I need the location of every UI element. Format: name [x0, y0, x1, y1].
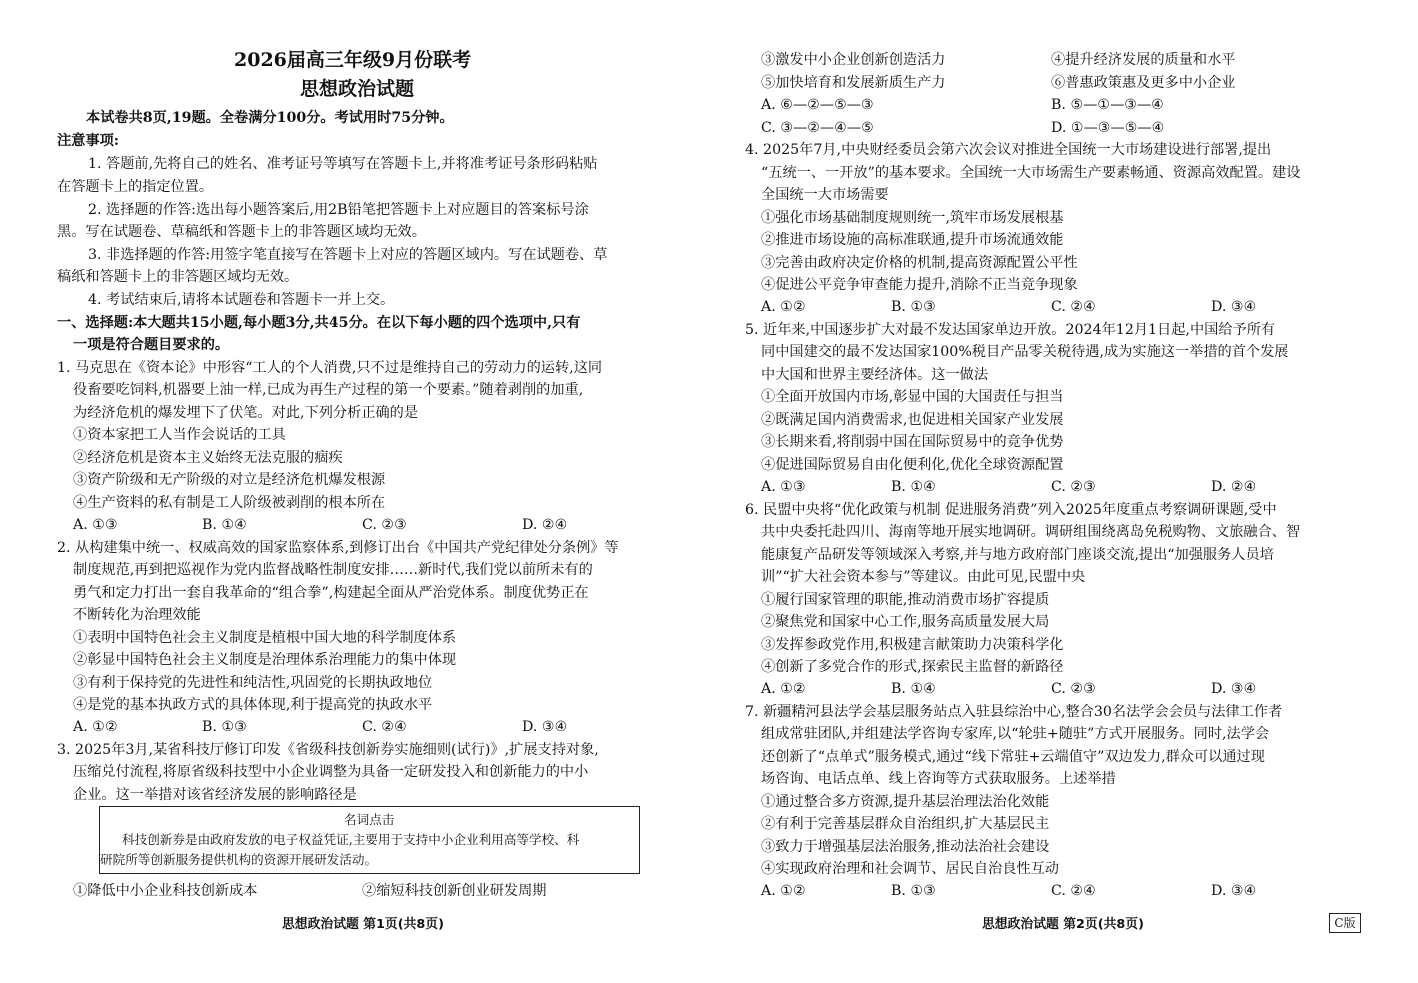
- q6-option-d[interactable]: D. ③④: [1211, 681, 1257, 697]
- glossary-text: 研院所等创新服务提供机构的资源开展研发活动。: [100, 852, 378, 867]
- q4-stem: 4. 2025年7月,中央财经委员会第六次会议对推进全国统一大市场建设进行部署,提出: [745, 142, 1272, 158]
- q4-item: ①强化市场基础制度规则统一,筑牢市场发展根基: [761, 210, 1064, 226]
- q3-option-d[interactable]: D. ①—③—⑤—④: [1051, 120, 1165, 136]
- q3-option-b[interactable]: B. ⑤—①—③—④: [1051, 97, 1164, 113]
- q4-option-b[interactable]: B. ①③: [891, 299, 936, 315]
- q6-item: ④创新了多党合作的形式,探索民主监督的新路径: [761, 659, 1064, 675]
- q2-item: ②彰显中国特色社会主义制度是治理体系治理能力的集中体现: [73, 652, 457, 668]
- q5-stem: 同中国建交的最不发达国家100%税目产品零关税待遇,成为实施这一举措的首个发展: [761, 344, 1289, 360]
- q6-item: ②聚焦党和国家中心工作,服务高质量发展大局: [761, 614, 1050, 630]
- q7-stem: 场咨询、电话点单、线上咨询等方式获取服务。上述举措: [761, 771, 1116, 787]
- q6-option-b[interactable]: B. ①④: [891, 681, 936, 697]
- q3-item: ②缩短科技创新创业研发周期: [362, 883, 547, 899]
- q1-item: ③资产阶级和无产阶级的对立是经济危机爆发根源: [73, 472, 386, 488]
- section-heading: 一项是符合题目要求的。: [73, 337, 230, 353]
- q2-option-d[interactable]: D. ③④: [522, 719, 568, 735]
- q6-option-a[interactable]: A. ①②: [761, 681, 806, 697]
- exam-intro: 本试卷共8页,19题。全卷满分100分。考试用时75分钟。: [86, 110, 454, 126]
- q1-stem: 为经济危机的爆发埋下了伏笔。对此,下列分析正确的是: [73, 405, 419, 421]
- q1-option-d[interactable]: D. ②④: [522, 517, 568, 533]
- note-line: 4. 考试结束后,请将本试题卷和答题卡一并上交。: [88, 292, 395, 308]
- q3-item: ③激发中小企业创新创造活力: [761, 52, 946, 68]
- q2-stem: 2. 从构建集中统一、权威高效的国家监察体系,到修订出台《中国共产党纪律处分条例》等: [57, 540, 619, 556]
- q5-option-b[interactable]: B. ①④: [891, 479, 936, 495]
- q3-stem: 3. 2025年3月,某省科技厅修订印发《省级科技创新券实施细则(试行)》,扩展支持对象,: [57, 742, 599, 758]
- version-badge: C版: [1329, 913, 1361, 933]
- notice-title: 注意事项:: [57, 133, 119, 149]
- q4-stem: “五统一、一开放”的基本要求。全国统一大市场需生产要素畅通、资源高效配置。建设: [761, 165, 1301, 181]
- note-line: 2. 选择题的作答:选出每小题答案后,用2B铅笔把答题卡上对应题目的答案标号涂: [88, 202, 589, 218]
- q7-option-c[interactable]: C. ②④: [1051, 883, 1096, 899]
- q2-stem: 制度规范,再到把巡视作为党内监督战略性制度安排……新时代,我们党以前所未有的: [73, 562, 593, 578]
- q6-item: ③发挥参政党作用,积极建言献策助力决策科学化: [761, 637, 1064, 653]
- glossary-title: 名词点击: [344, 812, 395, 827]
- q3-option-a[interactable]: A. ⑥—②—⑤—③: [761, 97, 874, 113]
- q4-option-a[interactable]: A. ①②: [761, 299, 806, 315]
- q5-item: ②既满足国内消费需求,也促进相关国家产业发展: [761, 412, 1064, 428]
- exam-subject: 思想政治试题: [300, 78, 415, 100]
- q1-item: ④生产资料的私有制是工人阶级被剥削的根本所在: [73, 495, 386, 511]
- q7-item: ①通过整合多方资源,提升基层治理法治化效能: [761, 794, 1050, 810]
- q4-item: ②推进市场设施的高标准联通,提升市场流通效能: [761, 232, 1064, 248]
- q1-item: ①资本家把工人当作会说话的工具: [73, 427, 286, 443]
- q2-item: ④是党的基本执政方式的具体体现,利于提高党的执政水平: [73, 697, 433, 713]
- q3-item: ⑤加快培育和发展新质生产力: [761, 75, 946, 91]
- q7-item: ③致力于增强基层法治服务,推动法治社会建设: [761, 839, 1050, 855]
- q1-option-b[interactable]: B. ①④: [202, 517, 247, 533]
- q4-option-c[interactable]: C. ②④: [1051, 299, 1096, 315]
- q7-stem: 7. 新疆精河县法学会基层服务站点入驻县综治中心,整合30名法学会会员与法律工作者: [745, 704, 1283, 720]
- section-heading: 一、选择题:本大题共15小题,每小题3分,共45分。在以下每小题的四个选项中,只有: [57, 315, 581, 331]
- q2-option-b[interactable]: B. ①③: [202, 719, 247, 735]
- glossary-text: 科技创新券是由政府发放的电子权益凭证,主要用于支持中小企业利用高等学校、科: [122, 832, 580, 847]
- q2-option-c[interactable]: C. ②④: [362, 719, 407, 735]
- q3-item: ④提升经济发展的质量和水平: [1051, 52, 1236, 68]
- q3-item: ⑥普惠政策惠及更多中小企业: [1051, 75, 1236, 91]
- q5-stem: 5. 近年来,中国逐步扩大对最不发达国家单边开放。2024年12月1日起,中国给予所有: [745, 322, 1276, 338]
- q7-option-b[interactable]: B. ①③: [891, 883, 936, 899]
- page-footer: 思想政治试题 第1页(共8页): [282, 917, 444, 932]
- note-line: 1. 答题前,先将自己的姓名、准考证号等填写在答题卡上,并将准考证号条形码粘贴: [88, 156, 598, 172]
- q6-option-c[interactable]: C. ②③: [1051, 681, 1096, 697]
- q2-stem: 勇气和定力打出一套自我革命的“组合拳”,构建起全面从严治党体系。制度优势正在: [73, 585, 589, 601]
- q5-item: ①全面开放国内市场,彰显中国的大国责任与担当: [761, 389, 1064, 405]
- q3-stem: 压缩兑付流程,将原省级科技型中小企业调整为具备一定研发投入和创新能力的中小: [73, 764, 589, 780]
- q2-stem: 不断转化为治理效能: [73, 607, 201, 623]
- q5-item: ③长期来看,将削弱中国在国际贸易中的竞争优势: [761, 434, 1064, 450]
- q2-item: ①表明中国特色社会主义制度是植根中国大地的科学制度体系: [73, 630, 457, 646]
- note-line: 稿纸和答题卡上的非答题区域均无效。: [57, 269, 299, 285]
- q7-item: ④实现政府治理和社会调节、居民自治良性互动: [761, 861, 1059, 877]
- note-line: 在答题卡上的指定位置。: [57, 179, 214, 195]
- q1-item: ②经济危机是资本主义始终无法克服的痼疾: [73, 450, 343, 466]
- q2-option-a[interactable]: A. ①②: [73, 719, 118, 735]
- q4-item: ④促进公平竞争审查能力提升,消除不正当竞争现象: [761, 277, 1078, 293]
- q4-item: ③完善由政府决定价格的机制,提高资源配置公平性: [761, 255, 1078, 271]
- q6-stem: 能康复产品研发等领域深入考察,并与地方政府部门座谈交流,提出“加强服务人员培: [761, 547, 1274, 563]
- q7-item: ②有利于完善基层群众自治组织,扩大基层民主: [761, 816, 1050, 832]
- q5-item: ④促进国际贸易自由化便利化,优化全球资源配置: [761, 457, 1064, 473]
- exam-title: 2026届高三年级9月份联考: [234, 49, 472, 71]
- q5-option-d[interactable]: D. ②④: [1211, 479, 1257, 495]
- q5-option-c[interactable]: C. ②③: [1051, 479, 1096, 495]
- q7-option-a[interactable]: A. ①②: [761, 883, 806, 899]
- q3-option-c[interactable]: C. ③—②—④—⑤: [761, 120, 874, 136]
- q7-stem: 组成常驻团队,并组建法学咨询专家库,以“轮驻+随驻”方式开展服务。同时,法学会: [761, 726, 1270, 742]
- q1-stem: 1. 马克思在《资本论》中形容“工人的个人消费,只不过是维持自己的劳动力的运转,这同: [57, 360, 603, 376]
- q5-stem: 中大国和世界主要经济体。这一做法: [761, 367, 989, 383]
- q5-option-a[interactable]: A. ①③: [761, 479, 806, 495]
- note-line: 黑。写在试题卷、草稿纸和答题卡上的非答题区域均无效。: [57, 224, 426, 240]
- q6-stem: 6. 民盟中央将“优化政策与机制 促进服务消费”列入2025年度重点考察调研课题,受中: [745, 502, 1277, 518]
- q6-stem: 共中央委托赴四川、海南等地开展实地调研。调研组围绕离岛免税购物、文旅融合、智: [761, 524, 1301, 540]
- glossary-box: [99, 806, 640, 874]
- note-line: 3. 非选择题的作答:用签字笔直接写在答题卡上对应的答题区域内。写在试题卷、草: [88, 247, 608, 263]
- q3-stem: 企业。这一举措对该省经济发展的影响路径是: [73, 787, 357, 803]
- q7-option-d[interactable]: D. ③④: [1211, 883, 1257, 899]
- q7-stem: 还创新了“点单式”服务模式,通过“线下常驻+云端值守”双边发力,群众可以通过现: [761, 749, 1265, 765]
- q4-option-d[interactable]: D. ③④: [1211, 299, 1257, 315]
- q6-item: ①履行国家管理的职能,推动消费市场扩容提质: [761, 592, 1050, 608]
- q1-stem: 役畜要吃饲料,机器要上油一样,已成为再生产过程的第一个要素。”随着剥削的加重,: [73, 382, 584, 398]
- q2-item: ③有利于保持党的先进性和纯洁性,巩固党的长期执政地位: [73, 675, 433, 691]
- q3-item: ①降低中小企业科技创新成本: [73, 883, 258, 899]
- q1-option-c[interactable]: C. ②③: [362, 517, 407, 533]
- q4-stem: 全国统一大市场需要: [761, 187, 889, 203]
- page-footer: 思想政治试题 第2页(共8页): [982, 917, 1144, 932]
- q6-stem: 训”“扩大社会资本参与”等建议。由此可见,民盟中央: [761, 569, 1086, 585]
- q1-option-a[interactable]: A. ①③: [73, 517, 118, 533]
